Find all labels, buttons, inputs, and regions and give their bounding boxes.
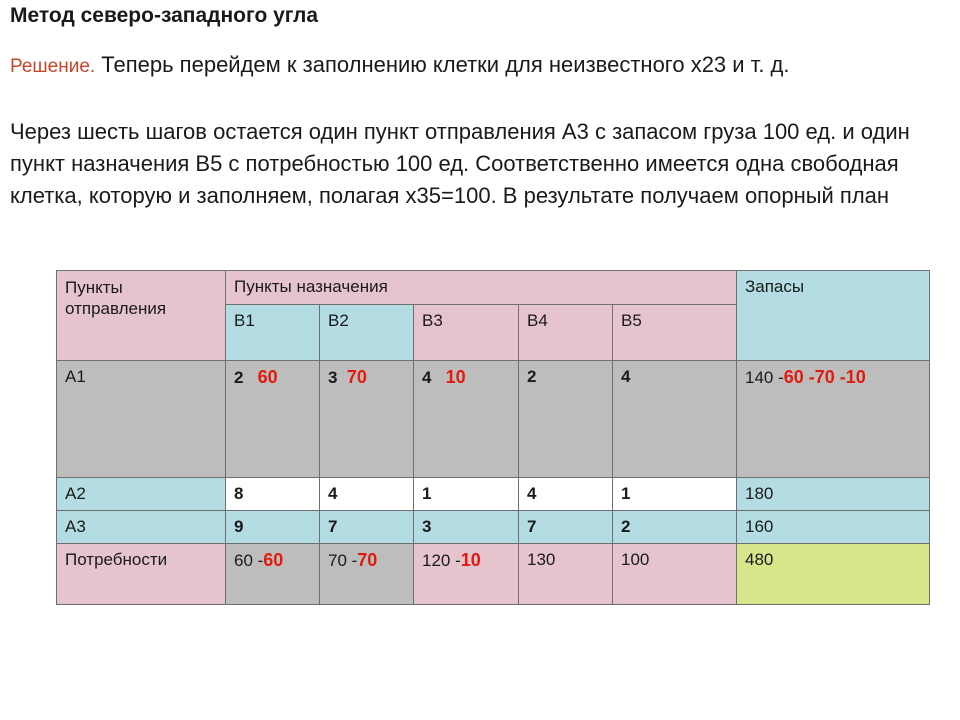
cell-a2-b4: 4 <box>519 478 613 511</box>
dest-b5: В5 <box>613 305 737 361</box>
solution-paragraph <box>10 48 940 83</box>
cost-value: 2 <box>527 367 537 386</box>
slide-title: Метод северо-западного угла <box>10 4 319 27</box>
cell-a1-b1 <box>226 361 320 478</box>
cell-a2-b3: 1 <box>414 478 519 511</box>
dest-b3: В3 <box>414 305 519 361</box>
cell-a2-b5: 1 <box>613 478 737 511</box>
cell-a3-b2: 7 <box>320 511 414 544</box>
allocation-value: 60 <box>257 367 278 387</box>
cell-a1-b3 <box>414 361 519 478</box>
cell-a1-b2 <box>320 361 414 478</box>
transport-table <box>56 270 930 605</box>
cell-a1-b5 <box>613 361 737 478</box>
dest-b1: В1 <box>226 305 320 361</box>
supply-reductions: 60 -70 -10 <box>783 367 866 387</box>
allocation-value: 70 <box>346 367 367 387</box>
supply-a2: 180 <box>737 478 930 511</box>
cell-a3-b5: 2 <box>613 511 737 544</box>
demand-value: 70 - <box>328 551 358 570</box>
supply-value: 140 - <box>745 368 784 387</box>
cost-value: 4 <box>621 367 631 386</box>
header-destinations: Пункты назначения <box>226 271 737 305</box>
cell-a3-b1: 9 <box>226 511 320 544</box>
cell-a3-b3: 3 <box>414 511 519 544</box>
demand-b1 <box>226 544 320 605</box>
dest-b2: В2 <box>320 305 414 361</box>
cell-a2-b2: 4 <box>320 478 414 511</box>
supply-a3: 160 <box>737 511 930 544</box>
supply-a1 <box>737 361 930 478</box>
header-origin: Пункты отправления <box>57 271 226 361</box>
demand-label: Потребности <box>57 544 226 605</box>
demand-value: 60 - <box>234 551 264 570</box>
solution-text: Теперь перейдем к заполнению клетки для неизвестного x23 и т. д. <box>95 52 790 77</box>
demand-b3 <box>414 544 519 605</box>
row-a1-label: А1 <box>57 361 226 478</box>
cost-value: 3 <box>328 368 338 387</box>
demand-value: 130 <box>527 550 556 569</box>
allocation-value: 10 <box>445 367 466 387</box>
demand-b4 <box>519 544 613 605</box>
cost-value: 4 <box>422 368 432 387</box>
explanation-paragraph: Через шесть шагов остается один пункт отправления А3 с запасом груза 100 ед. и один пункт назначения В5 с потребностью 100 ед. Соответственно имеется одна свободная клетка, которую и заполняем, полагая x35=100. В результате получаем опорный план <box>10 119 910 208</box>
demand-value: 100 <box>621 550 650 569</box>
solution-label: Решение. <box>10 56 96 77</box>
dest-b4: В4 <box>519 305 613 361</box>
cell-a3-b4: 7 <box>519 511 613 544</box>
demand-reduction: 60 <box>263 550 284 570</box>
header-supply: Запасы <box>737 271 930 361</box>
demand-value: 120 - <box>422 551 461 570</box>
cell-a2-b1: 8 <box>226 478 320 511</box>
cell-a1-b4 <box>519 361 613 478</box>
cost-value: 2 <box>234 368 244 387</box>
demand-reduction: 10 <box>460 550 481 570</box>
total-supply: 480 <box>737 544 930 605</box>
demand-reduction: 70 <box>357 550 378 570</box>
demand-b5 <box>613 544 737 605</box>
row-a2-label: А2 <box>57 478 226 511</box>
row-a3-label: А3 <box>57 511 226 544</box>
demand-b2 <box>320 544 414 605</box>
